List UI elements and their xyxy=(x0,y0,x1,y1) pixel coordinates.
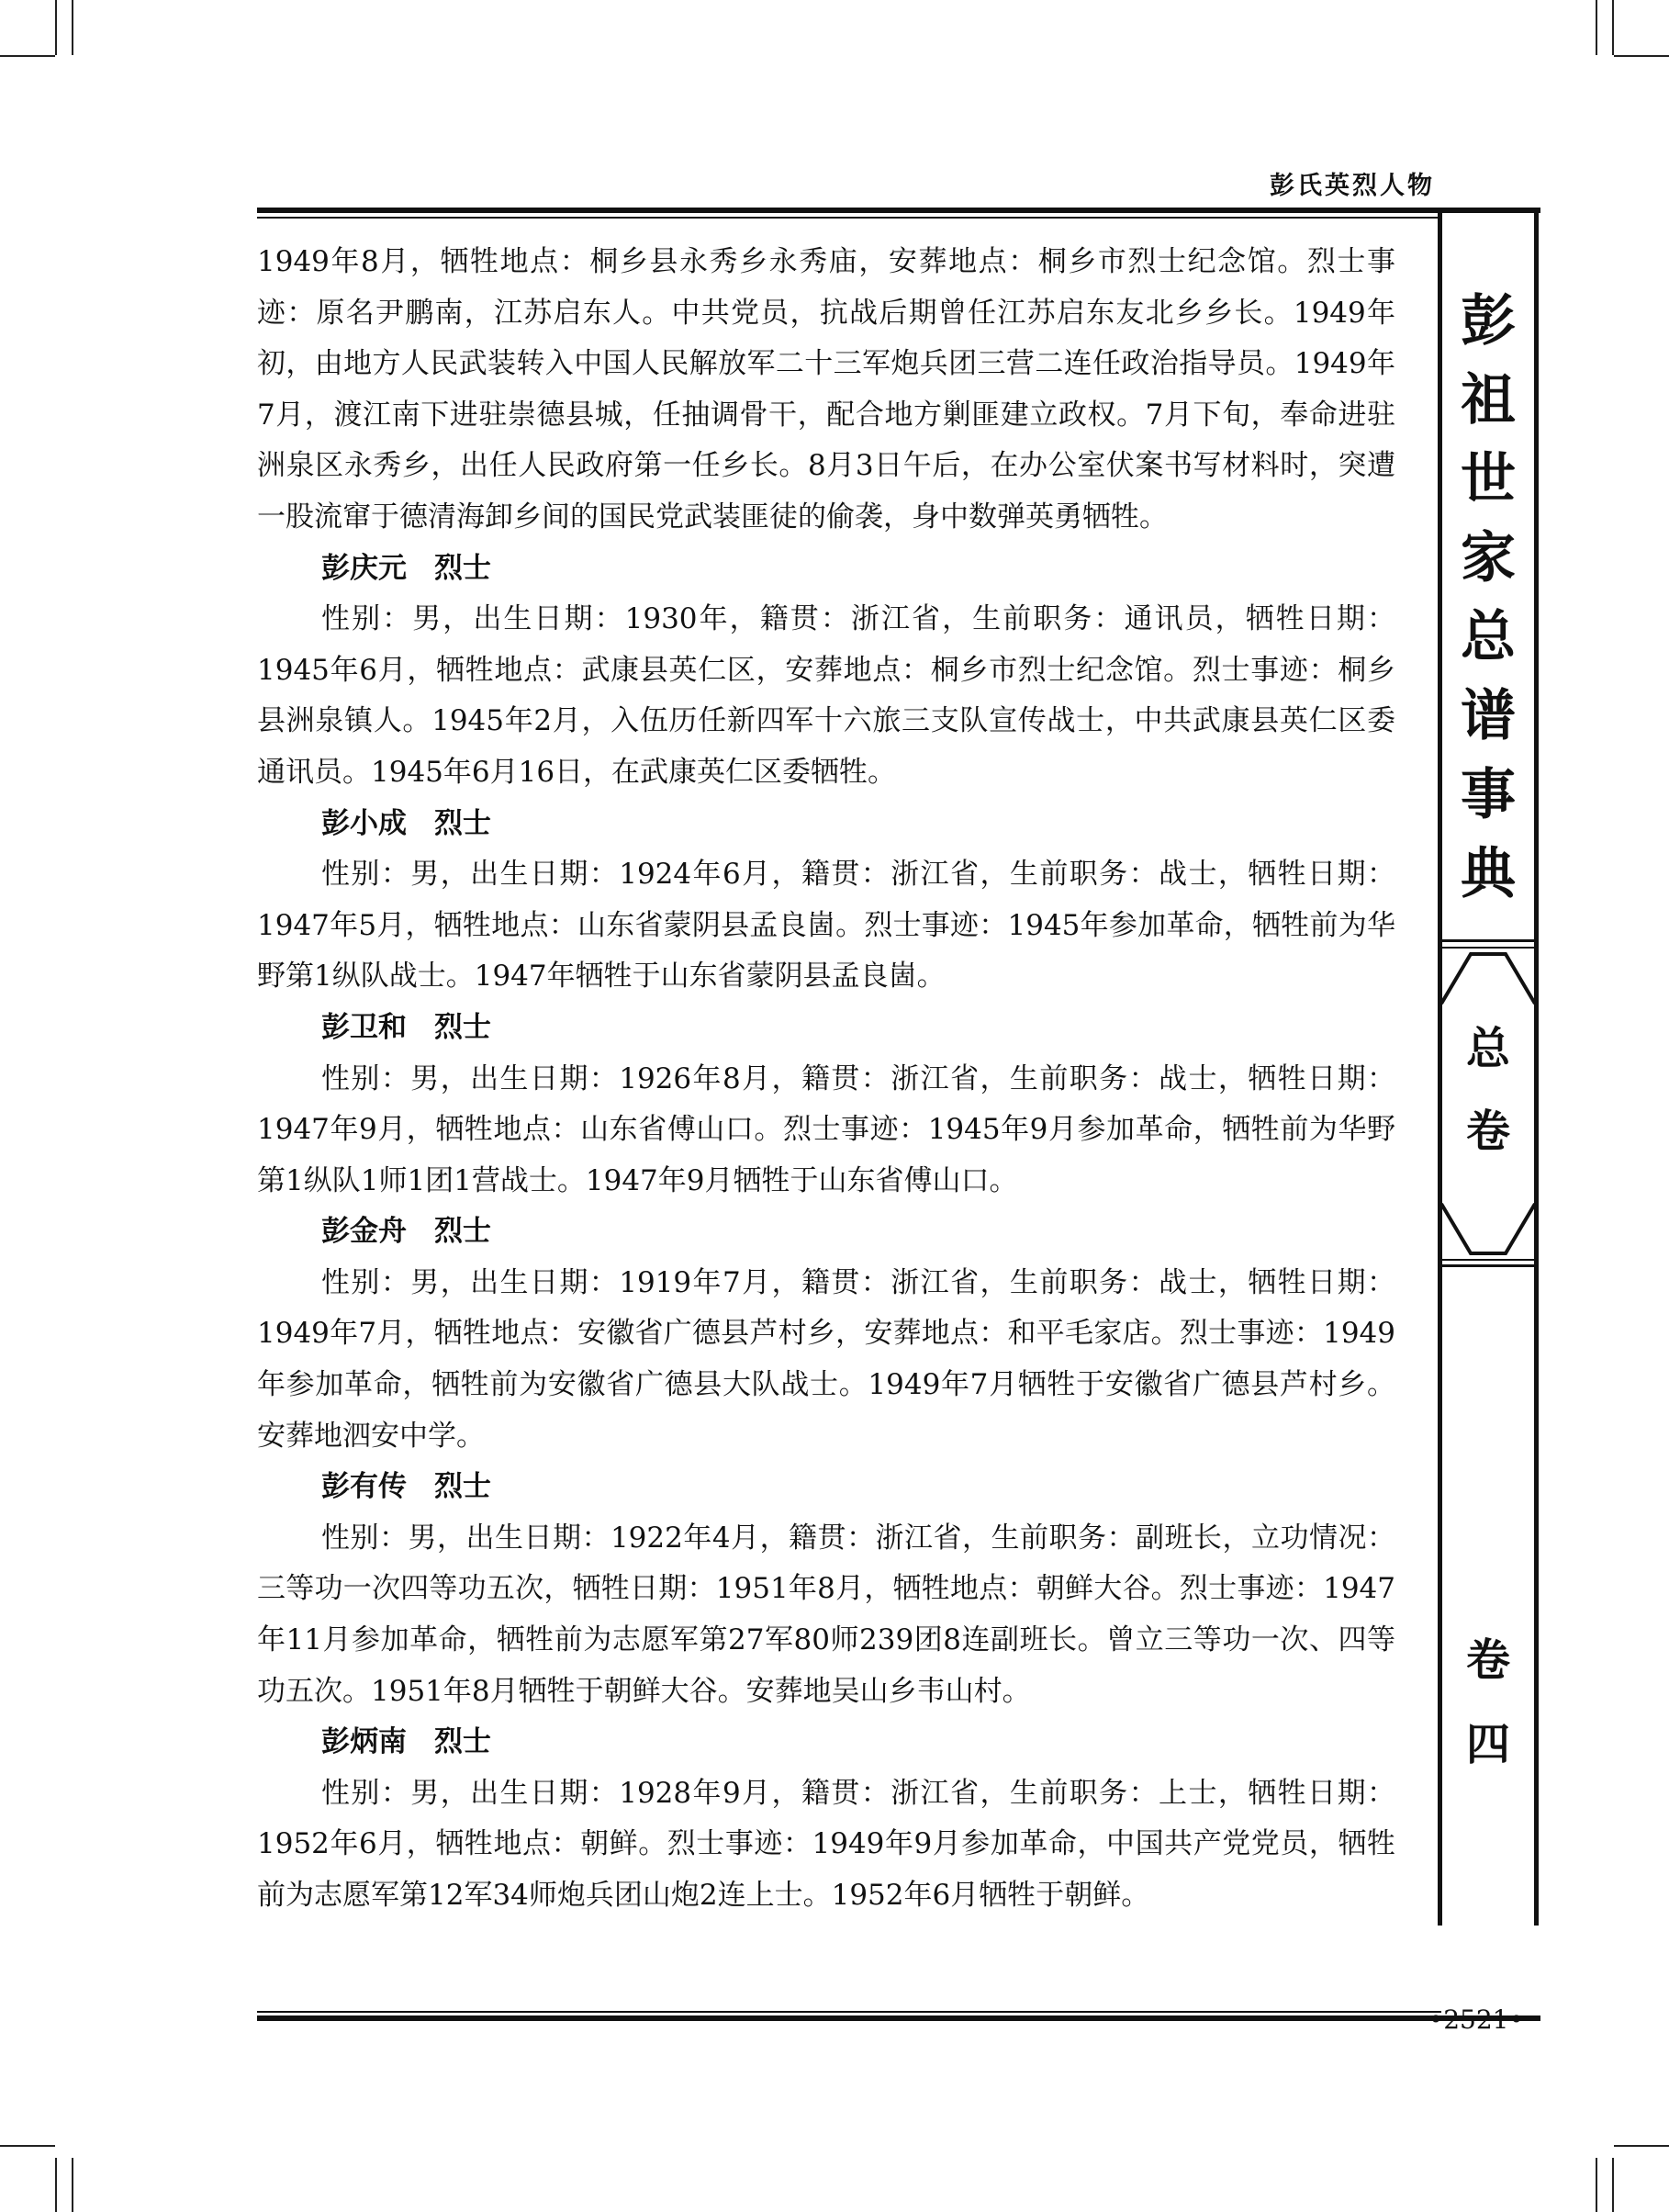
book-title-char: 典 xyxy=(1461,842,1516,906)
entry-text: 性别：男，出生日期：1919年7月，籍贯：浙江省，生前职务：战士，牺牲日期：1949年7月，牺牲地点：安徽省广德县芦村乡，安葬地点：和平毛家店。烈士事迹：1949年参加革命，牺牲前为安徽省广德县大队战士。1949年7月牺牲于安徽省广德县芦村乡。安葬地泗安中学。 xyxy=(257,1265,1395,1453)
crop-mark xyxy=(1614,2145,1669,2147)
crop-mark xyxy=(55,0,57,55)
crop-mark xyxy=(55,2158,57,2212)
entry-heading xyxy=(257,1462,1395,1513)
sidebar-divider xyxy=(1438,939,1539,942)
page-number: •2521• xyxy=(1428,2004,1524,2035)
crop-mark xyxy=(1596,2158,1597,2212)
top-rule xyxy=(257,208,1540,213)
volume-number xyxy=(1438,1618,1539,1787)
volume-number-char: 四 xyxy=(1465,1719,1510,1770)
chevron-up-ornament xyxy=(1438,950,1539,1005)
crop-mark xyxy=(72,2158,73,2212)
book-title-char: 事 xyxy=(1461,763,1516,827)
crop-mark xyxy=(72,0,73,55)
entry-heading xyxy=(257,544,1395,595)
entry-name: 彭庆元 xyxy=(321,551,407,585)
volume-label xyxy=(1438,1007,1539,1173)
entry-name: 彭小成 xyxy=(321,806,407,840)
entry-title: 烈士 xyxy=(434,806,491,840)
top-rule-thin xyxy=(257,217,1441,219)
chevron-down-ornament xyxy=(1438,1202,1539,1257)
entry-name: 彭卫和 xyxy=(321,1010,407,1044)
sidebar-divider xyxy=(1438,947,1539,949)
crop-mark xyxy=(1612,2158,1614,2212)
entry-title: 烈士 xyxy=(434,1470,491,1504)
book-title-char: 祖 xyxy=(1461,368,1516,432)
bottom-rule-thick xyxy=(257,2016,1540,2021)
entry-title: 烈士 xyxy=(434,1215,491,1249)
entry-heading xyxy=(257,1003,1395,1054)
continuation-paragraph: 1949年8月，牺牲地点：桐乡县永秀乡永秀庙，安葬地点：桐乡市烈士纪念馆。烈士事迹：原名尹鹏南，江苏启东人。中共党员，抗战后期曾任江苏启东友北乡乡长。1949年初，由地方人民武装转入中国人民解放军二十三军炮兵团三营二连任政治指导员。1949年7月，渡江南下进驻崇德县城，任抽调骨干，配合地方剿匪建立政权。7月下旬，奉命进驻洲泉区永秀乡，出任人民政府第一任乡长。8月3日午后，在办公室伏案书写材料时，突遭一股流窜于德清海卸乡间的国民党武装匪徒的偷袭，身中数弹英勇牺牲。 xyxy=(257,245,1395,533)
sidebar xyxy=(1438,208,1539,1926)
crop-mark xyxy=(0,2145,55,2147)
volume-number-char: 卷 xyxy=(1465,1634,1510,1686)
entry-text: 性别：男，出生日期：1930年，籍贯：浙江省，生前职务：通讯员，牺牲日期：1945年6月，牺牲地点：武康县英仁区，安葬地点：桐乡市烈士纪念馆。烈士事迹：桐乡县洲泉镇人。1945年2月，入伍历任新四军十六旅三支队宣传战士，中共武康县英仁区委通讯员。1945年6月16日，在武康英仁区委牺牲。 xyxy=(257,602,1395,789)
volume-label-char: 总 xyxy=(1465,1023,1510,1074)
volume-label-char: 卷 xyxy=(1465,1106,1510,1157)
entry-name: 彭金舟 xyxy=(321,1215,407,1249)
crop-mark xyxy=(1612,0,1614,55)
entry-heading xyxy=(257,799,1395,850)
entry-text: 性别：男，出生日期：1924年6月，籍贯：浙江省，生前职务：战士，牺牲日期：1947年5月，牺牲地点：山东省蒙阴县孟良崮。烈士事迹：1945年参加革命，牺牲前为华野第1纵队战士。1947年牺牲于山东省蒙阴县孟良崮。 xyxy=(257,858,1395,994)
entry-title: 烈士 xyxy=(434,1725,491,1759)
book-title-char: 谱 xyxy=(1461,684,1516,748)
body-text xyxy=(257,237,1395,1922)
book-title-char: 家 xyxy=(1461,526,1516,590)
running-head: 彭氏英烈人物 xyxy=(1270,172,1435,200)
entry-text: 性别：男，出生日期：1922年4月，籍贯：浙江省，生前职务：副班长，立功情况：三等功一次四等功五次，牺牲日期：1951年8月，牺牲地点：朝鲜大谷。烈士事迹：1947年11月参加革命，牺牲前为志愿军第27军80师239团8连副班长。曾立三等功一次、四等功五次。1951年8月牺牲于朝鲜大谷。安葬地吴山乡韦山村。 xyxy=(257,1521,1395,1708)
book-title-char: 总 xyxy=(1461,605,1516,669)
entry-name: 彭有传 xyxy=(321,1470,407,1504)
crop-mark xyxy=(0,55,55,57)
entry-name: 彭炳南 xyxy=(321,1725,407,1759)
entry-text: 性别：男，出生日期：1926年8月，籍贯：浙江省，生前职务：战士，牺牲日期：1947年9月，牺牲地点：山东省傅山口。烈士事迹：1945年9月参加革命，牺牲前为华野第1纵队1师1团1营战士。1947年9月牺牲于山东省傅山口。 xyxy=(257,1061,1395,1197)
sidebar-divider xyxy=(1438,1264,1539,1267)
book-title-char: 彭 xyxy=(1461,289,1516,354)
bottom-rule xyxy=(257,2011,1441,2013)
entry-text: 性别：男，出生日期：1928年9月，籍贯：浙江省，生前职务：上士，牺牲日期：1952年6月，牺牲地点：朝鲜。烈士事迹：1949年9月参加革命，中国共产党党员，牺牲前为志愿军第12军34师炮兵团山炮2连上士。1952年6月牺牲于朝鲜。 xyxy=(257,1776,1395,1912)
entry-heading xyxy=(257,1717,1395,1768)
book-title-char: 世 xyxy=(1461,447,1516,511)
crop-mark xyxy=(1614,55,1669,57)
sidebar-divider xyxy=(1438,1259,1539,1261)
entry-title: 烈士 xyxy=(434,551,491,585)
crop-mark xyxy=(1596,0,1597,55)
book-title xyxy=(1438,282,1539,914)
entry-heading xyxy=(257,1207,1395,1258)
entry-title: 烈士 xyxy=(434,1010,491,1044)
